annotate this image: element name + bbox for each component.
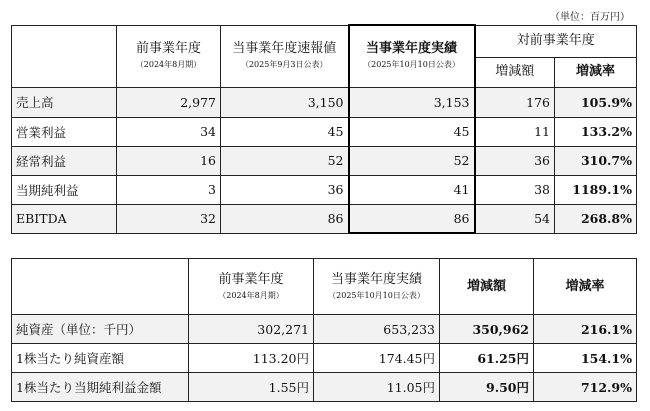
cell-prev: 1.55円 (189, 373, 314, 402)
cell-flash: 36 (221, 175, 349, 204)
cell-actual: 3,153 (349, 87, 475, 117)
table-row (12, 373, 637, 402)
cell-flash: 52 (221, 146, 349, 175)
col-header-vs-prev: 対前事業年度 (475, 25, 637, 57)
cell-prev: 302,271 (189, 315, 314, 344)
col-header-diff: 増減額 (440, 259, 534, 315)
cell-actual: 653,233 (314, 315, 440, 344)
cell-actual: 52 (349, 146, 475, 175)
cell-prev: 16 (117, 146, 221, 175)
cell-prev: 32 (117, 204, 221, 233)
row-label: 当期純利益 (12, 175, 117, 204)
col-header-actual: 当事業年度実績 （2025年10月10日公表） (349, 25, 475, 87)
cell-diff: 350,962 (440, 315, 534, 344)
col-header-prev-year: 前事業年度 （2024年8月期） (189, 259, 314, 315)
row-label: 営業利益 (12, 117, 117, 146)
cell-rate: 133.2% (555, 117, 637, 146)
cell-actual: 174.45円 (314, 344, 440, 373)
col-header-actual: 当事業年度実績 （2025年10月10日公表） (314, 259, 440, 315)
col-header-diff: 増減額 (475, 57, 555, 87)
table-row (12, 117, 637, 146)
cell-actual: 86 (349, 204, 475, 233)
cell-diff: 38 (475, 175, 555, 204)
cell-rate: 310.7% (555, 146, 637, 175)
cell-diff: 61.25円 (440, 344, 534, 373)
col-header-rate: 増減率 (555, 57, 637, 87)
cell-prev: 3 (117, 175, 221, 204)
table-row (12, 315, 637, 344)
cell-rate: 268.8% (555, 204, 637, 233)
unit-note: （単位：百万円） (550, 12, 630, 23)
cell-rate: 154.1% (534, 344, 637, 373)
col-header-flash: 当事業年度速報値 （2025年9月3日公表） (221, 25, 349, 87)
cell-flash: 86 (221, 204, 349, 233)
cell-rate: 216.1% (534, 315, 637, 344)
table-row (12, 344, 637, 373)
cell-actual: 41 (349, 175, 475, 204)
corner-cell (12, 259, 189, 315)
cell-prev: 2,977 (117, 87, 221, 117)
row-label: 経常利益 (12, 146, 117, 175)
cell-diff: 54 (475, 204, 555, 233)
row-label: EBITDA (12, 204, 117, 233)
corner-cell (12, 25, 117, 87)
cell-actual: 45 (349, 117, 475, 146)
col-header-rate: 増減率 (534, 259, 637, 315)
cell-actual: 11.05円 (314, 373, 440, 402)
table-row (12, 87, 637, 117)
table-row (12, 204, 637, 233)
table-row (12, 175, 637, 204)
row-label: 純資産（単位：千円） (12, 315, 189, 344)
cell-flash: 3,150 (221, 87, 349, 117)
results-table (11, 24, 637, 234)
cell-diff: 176 (475, 87, 555, 117)
cell-rate: 712.9% (534, 373, 637, 402)
cell-rate: 1189.1% (555, 175, 637, 204)
net-assets-table (11, 258, 637, 402)
cell-diff: 11 (475, 117, 555, 146)
cell-flash: 45 (221, 117, 349, 146)
row-label: 売上高 (12, 87, 117, 117)
cell-rate: 105.9% (555, 87, 637, 117)
cell-diff: 9.50円 (440, 373, 534, 402)
cell-diff: 36 (475, 146, 555, 175)
cell-prev: 113.20円 (189, 344, 314, 373)
row-label: 1株当たり純資産額 (12, 344, 189, 373)
row-label: 1株当たり当期純利益金額 (12, 373, 189, 402)
col-header-prev-year: 前事業年度 （2024年8月期） (117, 25, 221, 87)
cell-prev: 34 (117, 117, 221, 146)
table-row (12, 146, 637, 175)
